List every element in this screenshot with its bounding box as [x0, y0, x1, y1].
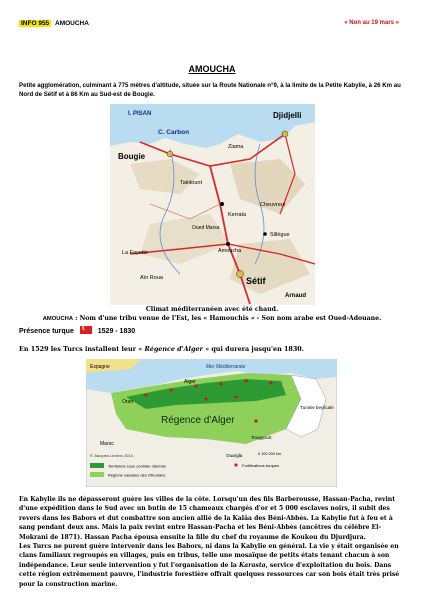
map2-label-espagne: Espagne	[90, 364, 110, 370]
map2-scale: 0 100 200 km	[258, 452, 282, 456]
p2-italic: Karasta	[238, 561, 266, 569]
map2-legend-3: Fortifications turques	[242, 463, 280, 468]
caption-amoucha: AMOUCHA	[42, 316, 74, 322]
map1-label-sillegue: Sillègue	[270, 232, 290, 238]
regence-map	[86, 359, 337, 487]
turkish-flag-icon	[80, 326, 92, 334]
caption-origin-text: : Nom d'une tribu venue de l'Est, les « Hamouchis » - Son nom arabe est Oued-Adouane.	[75, 315, 382, 322]
region-map	[110, 104, 315, 305]
map1-label-kerrata: Kerrata	[228, 212, 247, 218]
map2-label-oran: Oran	[122, 399, 134, 405]
map1-label-oued-marsa: Oued Marsa	[192, 225, 220, 231]
para1-before: En 1529 les Turcs installent leur «	[19, 345, 145, 353]
info-number: INFO 955	[21, 20, 50, 27]
p2-before: Les Turcs ne purent guère intervenir dans les Babors, ni dans la Kabylie en général. La vie y était organisée en clans familiaux regroupés en villages, puis en tribus, telle une mosaïque de petits états tenant chacun à son indépendance. Leur seule intervention y fut l'organisation de la	[19, 543, 399, 569]
caption-climate: Climat méditerranéen avec été chaud.	[145, 306, 279, 313]
map1-label-djidjelli: Djidjelli	[273, 111, 302, 120]
caption-name-origin	[0, 314, 424, 324]
map1-label-pisan: I. PISAN	[128, 111, 152, 117]
map1-label-setif: Sétif	[246, 276, 266, 286]
map1-label-ziama: Ziama	[228, 144, 244, 150]
regence-map-graphic	[86, 359, 337, 487]
map2-copyright: © Jacques Leclerc 2014	[90, 453, 133, 458]
header-topic: AMOUCHA	[55, 20, 89, 27]
section-heading	[19, 326, 135, 335]
map1-label-cheuvreul: Cheuvreul	[260, 202, 286, 208]
map1-label-arnaud: Arnaud	[285, 293, 306, 299]
para1-after: » qui durera jusqu'en 1830.	[202, 345, 304, 353]
map1-label-takitount: Takitount	[180, 180, 203, 186]
map1-label-ain-roua: Aïn Roua	[140, 275, 163, 281]
para1-italic: Régence d'Alger	[144, 345, 203, 353]
map1-label-cap-carbon: C. Carbon	[158, 129, 190, 136]
intro-paragraph: Petite agglomération, culminant à 775 mètres d'altitude, située sur la Route Nationale n°9, à la limite de la Petite Kabylie, à 26 Km au Nord de Sétif et à 86 Km au Sud-est de Bougie.	[19, 82, 401, 98]
legend-ottoman-swatch	[90, 463, 104, 468]
section-label: Présence turque	[19, 328, 74, 335]
section-dates: 1529 - 1830	[97, 328, 136, 335]
map2-label-alger: Alger	[184, 379, 196, 385]
body-text	[19, 495, 409, 589]
map2-label-tunisie: Tunisie beylicale	[300, 405, 334, 410]
map2-label-ouargla: Ouargla	[226, 453, 243, 458]
legend-vassal-swatch	[90, 472, 104, 477]
map1-label-lafayette: La Fayette	[122, 250, 148, 256]
regence-paragraph	[19, 345, 304, 353]
map1-label-bougie: Bougie	[118, 152, 146, 161]
legend-fort-icon	[234, 463, 237, 466]
p2-after: , service d'exploitation du bois. Dans cette région extrêmement pauvre, l'industrie forestière offrait quelques ressources car son bois était très prisé pour la construction marine.	[19, 561, 400, 588]
map2-legend-2: Régions vassales des Ottomans	[108, 472, 166, 478]
map2-label-sea: Mer Méditerranée	[206, 364, 246, 370]
map2-label-touggourt: Touggourt	[251, 435, 272, 440]
map2-legend-1: Territoires sous contrôle ottoman	[108, 463, 167, 469]
header-slogan: « Non au 19 mars »	[344, 20, 399, 26]
map2-label-regence: Régence d'Alger	[161, 415, 235, 426]
map-caption	[0, 305, 424, 324]
header-info	[19, 20, 89, 27]
region-map-graphic	[110, 104, 315, 305]
map1-label-amoucha: Amoucha	[218, 248, 242, 254]
body-paragraph-1: En Kabylie ils ne dépasseront guère les villes de la côte. Lorsqu'un des fils Barberousse, Hassan-Pacha, revint d'une expédition dans le Sud avec un butin de 15 chameaux chargés d'or et 5 000 esclaves noirs, il subit des revers dans les Babors et dut combattre son ancien allié de la Kalâa des Béni-Abbès. La Kabylie fut à feu et à sang pendant deux ans. Mais la paix revint entre Hassan-Pacha et les Béni-Abbès (ancêtres du célèbre El-Mokrani de 1871). Hassan Pacha épousa ensuite la fille du chef du royaume de Koukou du Djurdjura.	[19, 496, 396, 541]
map2-label-maroc: Maroc	[100, 441, 114, 447]
body-paragraph-2	[19, 542, 409, 589]
page-title: AMOUCHA	[188, 64, 236, 74]
